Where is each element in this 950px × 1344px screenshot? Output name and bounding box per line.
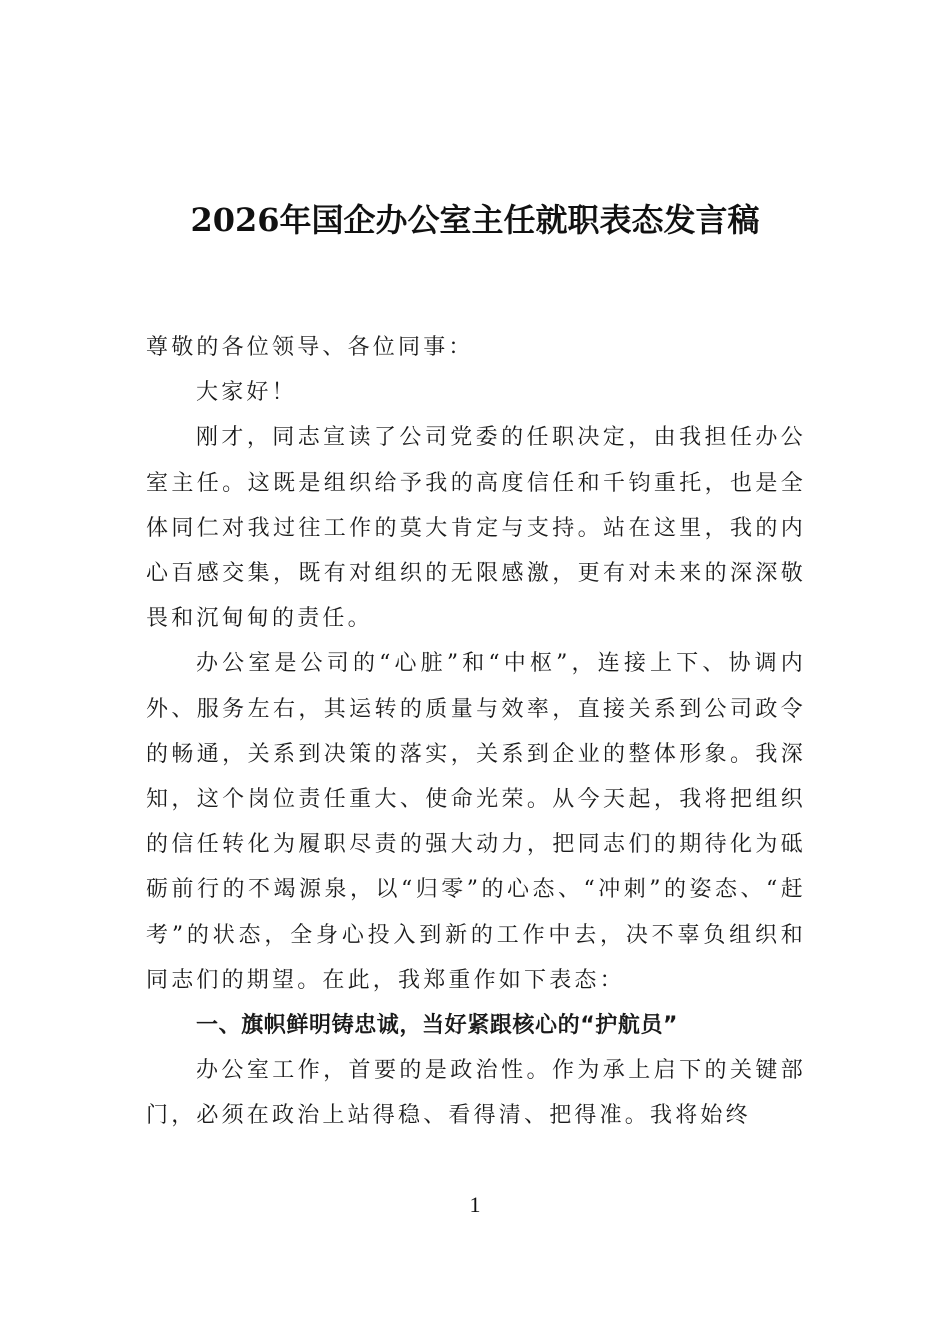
salutation: 尊敬的各位领导、各位同事： — [146, 335, 474, 360]
section-paragraph: 办公室工作，首要的是政治性。作为承上启下的关键部门，必须在政治上站得稳、看得清、把得准。我将始终 — [146, 1058, 806, 1129]
paragraph-1: 刚才，同志宣读了公司党委的任职决定，由我担任办公室主任。这既是组织给予我的高度信任和千钧重托，也是全体同仁对我过往工作的莫大肯定与支持。站在这里，我的内心百感交集，既有对组织的无限感激，更有对未来的深深敬畏和沉甸甸的责任。 — [146, 425, 806, 632]
document-title: 2026年国企办公室主任就职表态发言稿 — [190, 201, 760, 239]
paragraph-2: 办公室是公司的“心脏”和“中枢”，连接上下、协调内外、服务左右，其运转的质量与效率，直接关系到公司政令的畅通，关系到决策的落实，关系到企业的整体形象。我深知，这个岗位责任重大、使命光荣。从今天起，我将把组织的信任转化为履职尽责的强大动力，把同志们的期待化为砥砺前行的不竭源泉，以“归零”的心态、“冲刺”的姿态、“赶考”的状态，全身心投入到新的工作中去，决不辜负组织和同志们的期望。在此，我郑重作如下表态： — [146, 651, 806, 993]
section-heading: 一、旗帜鲜明铸忠诚，当好紧跟核心的“护航员” — [196, 1013, 679, 1039]
page-number: 1 — [469, 1192, 481, 1217]
document-body — [146, 325, 806, 1139]
greeting: 大家好！ — [196, 380, 297, 406]
